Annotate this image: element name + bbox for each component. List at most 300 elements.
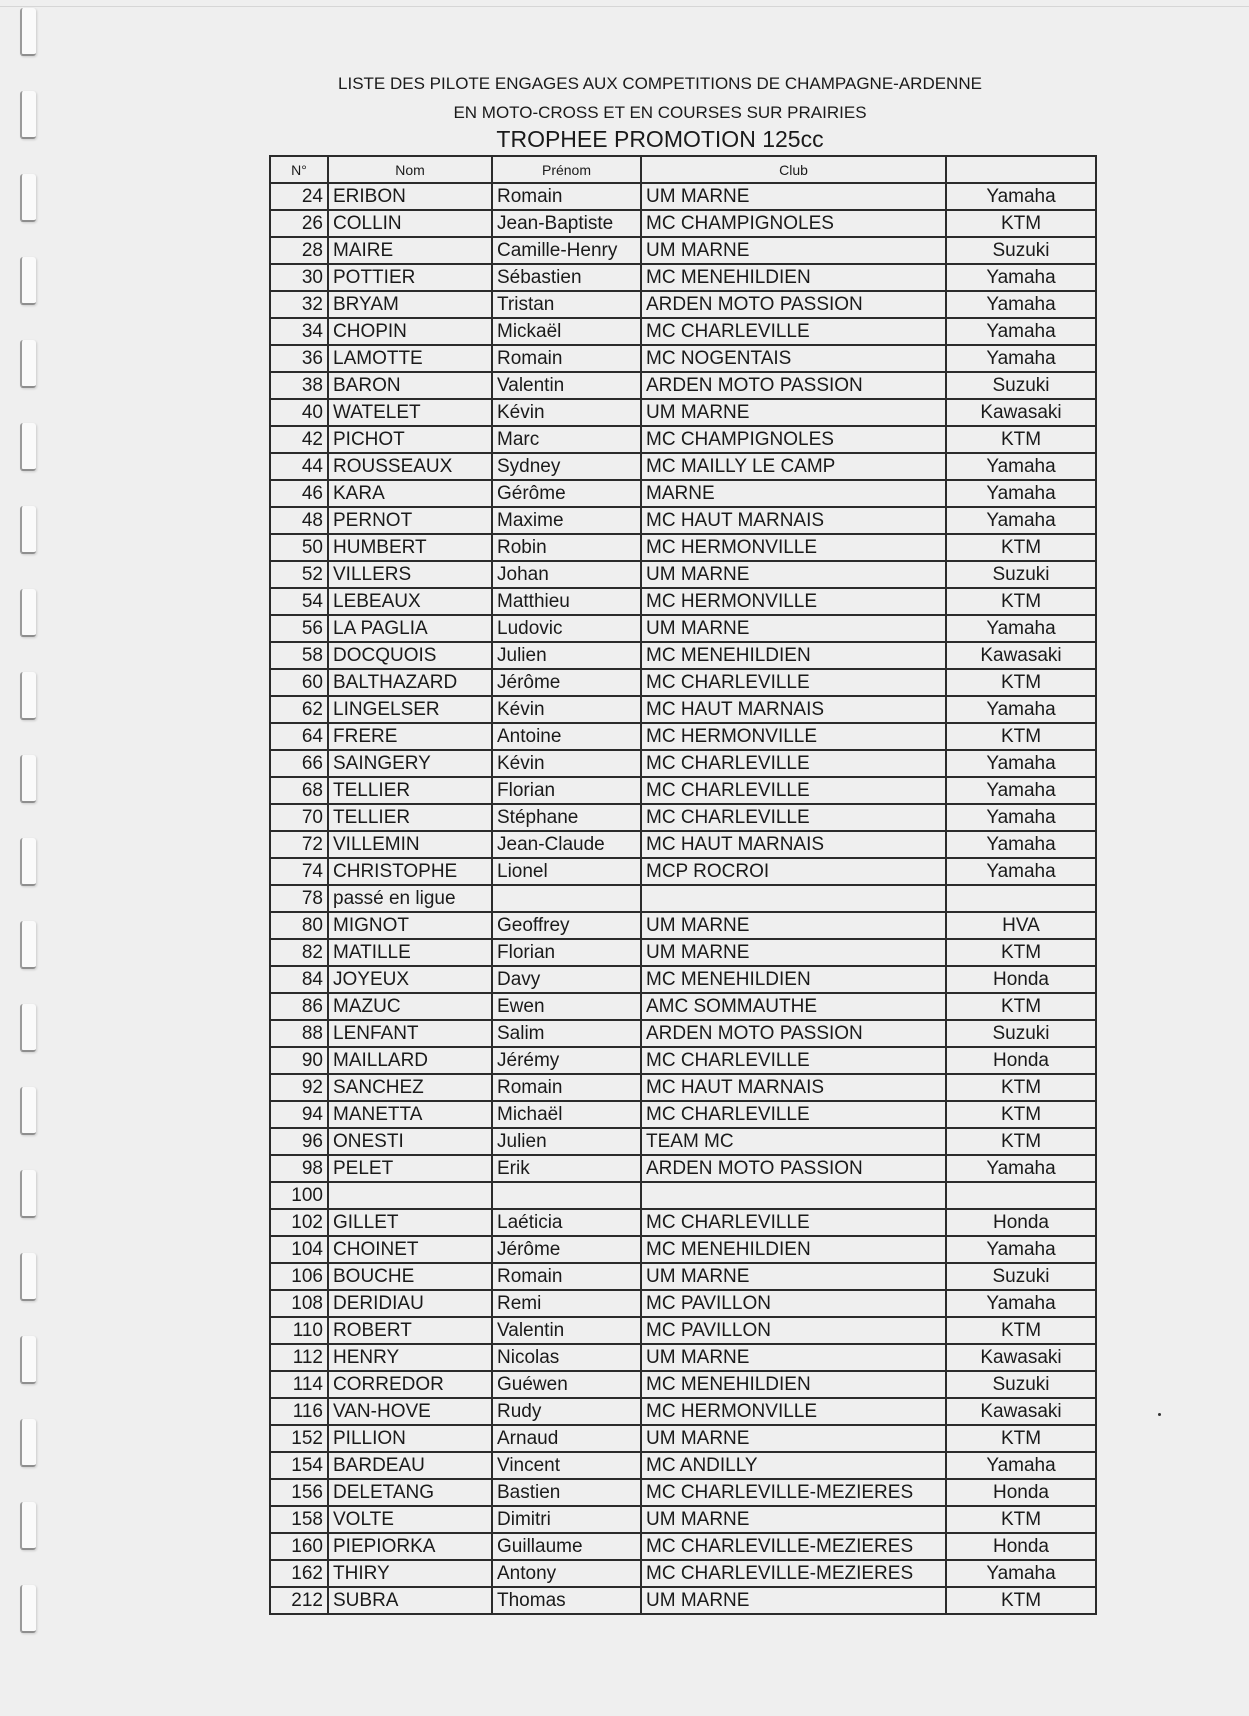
cell-club: ARDEN MOTO PASSION (641, 291, 946, 318)
cell-name: JOYEUX (328, 966, 492, 993)
table-row (270, 777, 1096, 804)
cell-firstname: Matthieu (492, 588, 641, 615)
spiral-binding (20, 0, 42, 1716)
cell-brand: Yamaha (946, 777, 1096, 804)
cell-firstname: Jérémy (492, 1047, 641, 1074)
table-row (270, 1020, 1096, 1047)
cell-name: BOUCHE (328, 1263, 492, 1290)
cell-brand: Suzuki (946, 237, 1096, 264)
cell-number: 50 (270, 534, 328, 561)
cell-name: VOLTE (328, 1506, 492, 1533)
header-line-2: EN MOTO-CROSS ET EN COURSES SUR PRAIRIES (453, 103, 867, 122)
cell-firstname: Dimitri (492, 1506, 641, 1533)
cell-name: DOCQUOIS (328, 642, 492, 669)
cell-club: UM MARNE (641, 237, 946, 264)
cell-firstname (492, 1182, 641, 1209)
cell-name: CHOINET (328, 1236, 492, 1263)
cell-club: UM MARNE (641, 1263, 946, 1290)
cell-firstname: Julien (492, 642, 641, 669)
cell-club: MC MENEHILDIEN (641, 966, 946, 993)
cell-brand: KTM (946, 939, 1096, 966)
table-row (270, 642, 1096, 669)
cell-number: 154 (270, 1452, 328, 1479)
cell-firstname: Florian (492, 939, 641, 966)
cell-number: 28 (270, 237, 328, 264)
cell-number: 108 (270, 1290, 328, 1317)
cell-number: 34 (270, 318, 328, 345)
cell-firstname: Jérôme (492, 669, 641, 696)
cell-brand: Yamaha (946, 480, 1096, 507)
col-club-header: Club (641, 156, 946, 183)
table-row (270, 453, 1096, 480)
cell-club: MC CHARLEVILLE (641, 1209, 946, 1236)
cell-number: 112 (270, 1344, 328, 1371)
cell-firstname: Ewen (492, 993, 641, 1020)
cell-club: MC HAUT MARNAIS (641, 507, 946, 534)
cell-firstname: Salim (492, 1020, 641, 1047)
cell-brand: Honda (946, 1209, 1096, 1236)
cell-brand: KTM (946, 1317, 1096, 1344)
table-row (270, 399, 1096, 426)
cell-firstname: Ludovic (492, 615, 641, 642)
cell-club (641, 1182, 946, 1209)
cell-name: TELLIER (328, 777, 492, 804)
cell-brand: Yamaha (946, 345, 1096, 372)
cell-brand: Yamaha (946, 615, 1096, 642)
cell-brand: Kawasaki (946, 1344, 1096, 1371)
table-row (270, 939, 1096, 966)
cell-brand: KTM (946, 534, 1096, 561)
table-row (270, 1506, 1096, 1533)
cell-name: PILLION (328, 1425, 492, 1452)
cell-name: VAN-HOVE (328, 1398, 492, 1425)
cell-name: SANCHEZ (328, 1074, 492, 1101)
binding-hole (20, 1004, 36, 1052)
rider-table (269, 155, 1097, 1615)
cell-brand: KTM (946, 723, 1096, 750)
cell-club: UM MARNE (641, 615, 946, 642)
cell-brand: KTM (946, 588, 1096, 615)
cell-number: 40 (270, 399, 328, 426)
cell-club: MC ANDILLY (641, 1452, 946, 1479)
cell-club: ARDEN MOTO PASSION (641, 1155, 946, 1182)
cell-name: MATILLE (328, 939, 492, 966)
cell-number: 94 (270, 1101, 328, 1128)
cell-number: 82 (270, 939, 328, 966)
table-row (270, 318, 1096, 345)
cell-number: 156 (270, 1479, 328, 1506)
table-row (270, 885, 1096, 912)
binding-hole (20, 838, 36, 886)
binding-hole (20, 340, 36, 388)
cell-brand: Suzuki (946, 372, 1096, 399)
table-row (270, 183, 1096, 210)
table-row (270, 291, 1096, 318)
binding-hole (20, 1253, 36, 1301)
cell-firstname (492, 885, 641, 912)
cell-number: 42 (270, 426, 328, 453)
table-row (270, 1101, 1096, 1128)
table-row (270, 1155, 1096, 1182)
binding-hole (20, 506, 36, 554)
cell-name: BARDEAU (328, 1452, 492, 1479)
cell-name: PELET (328, 1155, 492, 1182)
cell-brand: HVA (946, 912, 1096, 939)
cell-club: MC HERMONVILLE (641, 588, 946, 615)
cell-brand: KTM (946, 1506, 1096, 1533)
col-number-header: N° (270, 156, 328, 183)
table-row (270, 1182, 1096, 1209)
cell-number: 92 (270, 1074, 328, 1101)
cell-firstname: Kévin (492, 696, 641, 723)
cell-brand: Yamaha (946, 1290, 1096, 1317)
table-row (270, 426, 1096, 453)
cell-number: 104 (270, 1236, 328, 1263)
cell-number: 46 (270, 480, 328, 507)
cell-number: 24 (270, 183, 328, 210)
cell-name: VILLEMIN (328, 831, 492, 858)
cell-club: MARNE (641, 480, 946, 507)
cell-number: 96 (270, 1128, 328, 1155)
header-line-1: LISTE DES PILOTE ENGAGES AUX COMPETITIONS DE CHAMPAGNE-ARDENNE (338, 74, 982, 93)
cell-brand: Yamaha (946, 507, 1096, 534)
cell-brand: Yamaha (946, 264, 1096, 291)
cell-club: UM MARNE (641, 183, 946, 210)
table-row (270, 1047, 1096, 1074)
table-row (270, 723, 1096, 750)
cell-brand: Honda (946, 1047, 1096, 1074)
cell-number: 64 (270, 723, 328, 750)
cell-number: 212 (270, 1587, 328, 1614)
cell-club: MC MAILLY LE CAMP (641, 453, 946, 480)
cell-club: UM MARNE (641, 399, 946, 426)
cell-brand: Yamaha (946, 1560, 1096, 1587)
cell-firstname: Sébastien (492, 264, 641, 291)
cell-number: 44 (270, 453, 328, 480)
cell-name: ERIBON (328, 183, 492, 210)
cell-name: BARON (328, 372, 492, 399)
cell-name: BRYAM (328, 291, 492, 318)
cell-number: 60 (270, 669, 328, 696)
cell-name: LINGELSER (328, 696, 492, 723)
cell-firstname: Laéticia (492, 1209, 641, 1236)
cell-firstname: Valentin (492, 1317, 641, 1344)
binding-hole (20, 174, 36, 222)
table-row (270, 1371, 1096, 1398)
cell-firstname: Rudy (492, 1398, 641, 1425)
cell-firstname: Sydney (492, 453, 641, 480)
cell-number: 54 (270, 588, 328, 615)
table-row (270, 1587, 1096, 1614)
cell-name: BALTHAZARD (328, 669, 492, 696)
cell-number: 58 (270, 642, 328, 669)
cell-brand: KTM (946, 210, 1096, 237)
cell-name: MANETTA (328, 1101, 492, 1128)
cell-number: 30 (270, 264, 328, 291)
cell-number: 32 (270, 291, 328, 318)
cell-number: 162 (270, 1560, 328, 1587)
cell-club: UM MARNE (641, 1425, 946, 1452)
cell-brand: Honda (946, 1533, 1096, 1560)
col-brand-header (946, 156, 1096, 183)
cell-brand (946, 885, 1096, 912)
cell-club: AMC SOMMAUTHE (641, 993, 946, 1020)
table-row (270, 858, 1096, 885)
cell-number: 160 (270, 1533, 328, 1560)
binding-hole (20, 1336, 36, 1384)
table-row (270, 966, 1096, 993)
cell-club: MCP ROCROI (641, 858, 946, 885)
cell-firstname: Guillaume (492, 1533, 641, 1560)
cell-club: UM MARNE (641, 912, 946, 939)
binding-hole (20, 1585, 36, 1633)
cell-firstname: Jean-Claude (492, 831, 641, 858)
cell-number: 70 (270, 804, 328, 831)
cell-name: CHOPIN (328, 318, 492, 345)
cell-firstname: Remi (492, 1290, 641, 1317)
cell-brand: Yamaha (946, 291, 1096, 318)
cell-name: CORREDOR (328, 1371, 492, 1398)
cell-number: 86 (270, 993, 328, 1020)
cell-number: 98 (270, 1155, 328, 1182)
binding-hole (20, 8, 36, 56)
cell-firstname: Romain (492, 183, 641, 210)
cell-firstname: Julien (492, 1128, 641, 1155)
cell-name: MAZUC (328, 993, 492, 1020)
cell-club: ARDEN MOTO PASSION (641, 1020, 946, 1047)
cell-number: 106 (270, 1263, 328, 1290)
cell-club: MC HERMONVILLE (641, 1398, 946, 1425)
cell-name (328, 1182, 492, 1209)
cell-number: 102 (270, 1209, 328, 1236)
cell-brand: Yamaha (946, 318, 1096, 345)
cell-brand: Yamaha (946, 1155, 1096, 1182)
cell-firstname: Lionel (492, 858, 641, 885)
table-row (270, 1398, 1096, 1425)
cell-number: 116 (270, 1398, 328, 1425)
cell-brand: Kawasaki (946, 642, 1096, 669)
cell-number: 114 (270, 1371, 328, 1398)
binding-hole (20, 755, 36, 803)
cell-name: PICHOT (328, 426, 492, 453)
cell-club: MC CHARLEVILLE (641, 777, 946, 804)
cell-brand: KTM (946, 1425, 1096, 1452)
cell-name: LEBEAUX (328, 588, 492, 615)
cell-number: 52 (270, 561, 328, 588)
cell-club (641, 885, 946, 912)
cell-club: MC CHARLEVILLE-MEZIERES (641, 1560, 946, 1587)
cell-name: WATELET (328, 399, 492, 426)
cell-brand: Yamaha (946, 1236, 1096, 1263)
table-row (270, 1560, 1096, 1587)
cell-brand: Yamaha (946, 183, 1096, 210)
cell-club: MC HAUT MARNAIS (641, 696, 946, 723)
cell-brand: Suzuki (946, 561, 1096, 588)
cell-club: MC CHARLEVILLE-MEZIERES (641, 1479, 946, 1506)
cell-name: ROBERT (328, 1317, 492, 1344)
cell-brand: Honda (946, 966, 1096, 993)
cell-number: 74 (270, 858, 328, 885)
cell-name: DELETANG (328, 1479, 492, 1506)
table-row (270, 237, 1096, 264)
cell-firstname: Nicolas (492, 1344, 641, 1371)
cell-club: UM MARNE (641, 561, 946, 588)
cell-club: MC NOGENTAIS (641, 345, 946, 372)
cell-brand: KTM (946, 1128, 1096, 1155)
table-row (270, 669, 1096, 696)
cell-number: 78 (270, 885, 328, 912)
cell-firstname: Erik (492, 1155, 641, 1182)
col-firstname-header: Prénom (492, 156, 641, 183)
cell-club: MC CHARLEVILLE (641, 750, 946, 777)
cell-firstname: Robin (492, 534, 641, 561)
table-row (270, 615, 1096, 642)
cell-brand: KTM (946, 1074, 1096, 1101)
table-row (270, 750, 1096, 777)
cell-firstname: Maxime (492, 507, 641, 534)
cell-name: MAILLARD (328, 1047, 492, 1074)
cell-firstname: Romain (492, 1263, 641, 1290)
cell-club: UM MARNE (641, 1506, 946, 1533)
table-row (270, 1263, 1096, 1290)
cell-name: SAINGERY (328, 750, 492, 777)
paper-speck (1158, 1413, 1161, 1416)
table-row (270, 1317, 1096, 1344)
cell-firstname: Mickaël (492, 318, 641, 345)
cell-number: 48 (270, 507, 328, 534)
cell-firstname: Michaël (492, 1101, 641, 1128)
cell-firstname: Marc (492, 426, 641, 453)
cell-firstname: Thomas (492, 1587, 641, 1614)
cell-club: MC CHARLEVILLE-MEZIERES (641, 1533, 946, 1560)
page-title: TROPHEE PROMOTION 125cc (496, 126, 824, 152)
cell-club: MC MENEHILDIEN (641, 1371, 946, 1398)
binding-hole (20, 921, 36, 969)
cell-name: LAMOTTE (328, 345, 492, 372)
cell-firstname: Romain (492, 345, 641, 372)
cell-club: MC MENEHILDIEN (641, 264, 946, 291)
cell-firstname: Jean-Baptiste (492, 210, 641, 237)
cell-club: MC CHAMPIGNOLES (641, 426, 946, 453)
binding-hole (20, 257, 36, 305)
cell-number: 68 (270, 777, 328, 804)
cell-brand: Suzuki (946, 1371, 1096, 1398)
table-row (270, 696, 1096, 723)
table-row (270, 993, 1096, 1020)
cell-club: MC CHARLEVILLE (641, 804, 946, 831)
cell-firstname: Arnaud (492, 1425, 641, 1452)
cell-brand: Yamaha (946, 831, 1096, 858)
cell-firstname: Romain (492, 1074, 641, 1101)
cell-brand: KTM (946, 993, 1096, 1020)
table-row (270, 264, 1096, 291)
cell-name: LA PAGLIA (328, 615, 492, 642)
table-row (270, 912, 1096, 939)
cell-number: 36 (270, 345, 328, 372)
cell-number: 38 (270, 372, 328, 399)
col-name-header: Nom (328, 156, 492, 183)
cell-name: CHRISTOPHE (328, 858, 492, 885)
cell-club: MC CHARLEVILLE (641, 669, 946, 696)
table-row (270, 588, 1096, 615)
cell-club: MC MENEHILDIEN (641, 1236, 946, 1263)
table-row (270, 1236, 1096, 1263)
cell-firstname: Gérôme (492, 480, 641, 507)
table-row (270, 1533, 1096, 1560)
cell-name: PERNOT (328, 507, 492, 534)
cell-number: 110 (270, 1317, 328, 1344)
cell-firstname: Florian (492, 777, 641, 804)
table-row (270, 1425, 1096, 1452)
cell-number: 84 (270, 966, 328, 993)
table-row (270, 1344, 1096, 1371)
table-header-row (270, 156, 1096, 183)
cell-firstname: Antony (492, 1560, 641, 1587)
cell-name: LENFANT (328, 1020, 492, 1047)
table-row (270, 210, 1096, 237)
cell-name: SUBRA (328, 1587, 492, 1614)
cell-club: MC HAUT MARNAIS (641, 1074, 946, 1101)
cell-name: TELLIER (328, 804, 492, 831)
cell-club: MC HAUT MARNAIS (641, 831, 946, 858)
cell-firstname: Davy (492, 966, 641, 993)
cell-brand: Kawasaki (946, 399, 1096, 426)
cell-number: 90 (270, 1047, 328, 1074)
binding-hole (20, 1170, 36, 1218)
cell-name: THIRY (328, 1560, 492, 1587)
cell-number: 88 (270, 1020, 328, 1047)
cell-number: 158 (270, 1506, 328, 1533)
cell-name: VILLERS (328, 561, 492, 588)
cell-name: ONESTI (328, 1128, 492, 1155)
binding-hole (20, 1502, 36, 1550)
cell-brand: Yamaha (946, 804, 1096, 831)
cell-brand: Honda (946, 1479, 1096, 1506)
cell-number: 152 (270, 1425, 328, 1452)
cell-club: MC CHARLEVILLE (641, 318, 946, 345)
table-row (270, 1479, 1096, 1506)
cell-club: MC PAVILLON (641, 1290, 946, 1317)
cell-brand: Kawasaki (946, 1398, 1096, 1425)
cell-club: MC PAVILLON (641, 1317, 946, 1344)
cell-name: passé en ligue (328, 885, 492, 912)
table-row (270, 804, 1096, 831)
page-edge (0, 6, 1249, 7)
cell-brand: Yamaha (946, 750, 1096, 777)
cell-club: TEAM MC (641, 1128, 946, 1155)
cell-number: 100 (270, 1182, 328, 1209)
cell-firstname: Antoine (492, 723, 641, 750)
table-row (270, 831, 1096, 858)
binding-hole (20, 423, 36, 471)
binding-hole (20, 1087, 36, 1135)
cell-club: MC HERMONVILLE (641, 723, 946, 750)
cell-number: 66 (270, 750, 328, 777)
table-row (270, 345, 1096, 372)
cell-name: PIEPIORKA (328, 1533, 492, 1560)
cell-name: FRERE (328, 723, 492, 750)
cell-number: 72 (270, 831, 328, 858)
cell-number: 26 (270, 210, 328, 237)
cell-firstname: Geoffrey (492, 912, 641, 939)
cell-firstname: Camille-Henry (492, 237, 641, 264)
cell-brand: Yamaha (946, 453, 1096, 480)
cell-firstname: Bastien (492, 1479, 641, 1506)
cell-brand: Suzuki (946, 1263, 1096, 1290)
cell-brand: KTM (946, 426, 1096, 453)
cell-club: UM MARNE (641, 1587, 946, 1614)
cell-firstname: Jérôme (492, 1236, 641, 1263)
